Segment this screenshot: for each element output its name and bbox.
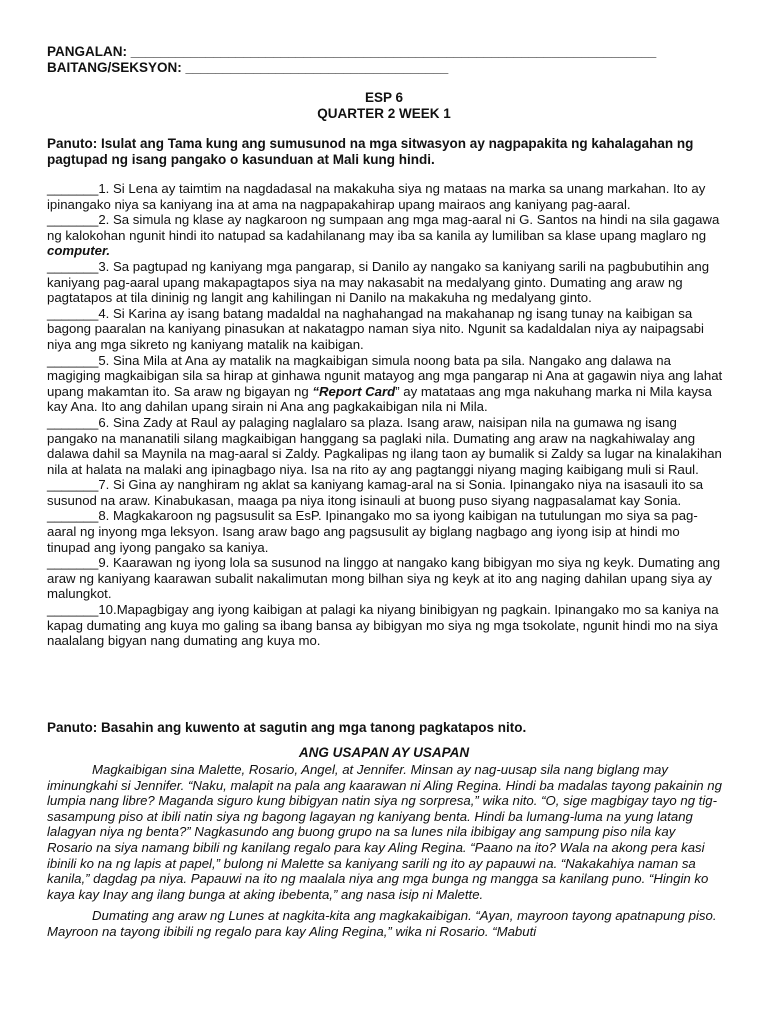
emphasis-text: computer. bbox=[47, 243, 111, 259]
story-body bbox=[47, 762, 723, 940]
story-title: ANG USAPAN AY USAPAN bbox=[298, 745, 470, 760]
list-item: _______9. Kaarawan ng iyong lola sa susunod na linggo at nangako kang bibigyan mo siya ng keyk. Dumating ang araw ng kaniyang kaarawan subalit nakalimutan mong bilhan siya ng keyk at ito ang naging dahilan upang siya ay malungkot. bbox=[47, 555, 721, 602]
list-item: _______3. Sa pagtupad ng kaniyang mga pangarap, si Danilo ay nangako sa kaniyang sarili na pagbubutihin ang kaniyang pag-aaral upang makapagtapos siya na may nakasabit na medalyang ginto. Dumating ang araw ng pagtatapos at tila dininig ng langit ang kahilingan ni Danilo na makakuha ng medalyang ginto. bbox=[47, 258, 710, 306]
part1-instruction: Panuto: Isulat ang Tama kung ang sumusunod na mga sitwasyon ay nagpapakita ng kahalagahan ng pagtupad ng isang pangako o kasunduan at Mali kung hindi. bbox=[47, 136, 694, 167]
answer-blank: _______ bbox=[47, 212, 99, 228]
list-item: _______1. Si Lena ay taimtim na nagdadasal na makakuha siya ng mataas na marka sa unang markahan. Ito ay ipinangako niya sa kaniyang ina at ama na nagpapakahirap upang mairaos ang kaniyang pag-aaral. bbox=[47, 181, 706, 212]
answer-blank: _______ bbox=[47, 602, 99, 618]
answer-blank: _______ bbox=[47, 305, 99, 321]
part2-instruction: Panuto: Basahin ang kuwento at sagutin ang mga tanong pagkatapos nito. bbox=[47, 720, 527, 735]
list-item: _______6. Sina Zady at Raul ay palaging naglalaro sa plaza. Isang araw, naisipan nila na gumawa ng isang pangako na mananatili silang magkaibigan hanggang sa paglaki nila. Dumating ang araw na nagkahiwalay ang dalawa dahil sa Maynila na mag-aaral si Zaldy. Pagkalipas ng ilang taon ay bumalik si Zaldy sa lugar na kinalakihan nila at halata na malaki ang ipinagbago niya. Isa na rito ay ang pagtanggi niyang maging kaibigang muli si Raul. bbox=[47, 414, 722, 477]
list-item: _______10.Mapagbigay ang iyong kaibigan at palagi ka niyang binibigyan ng pagkain. Ipinangako mo sa kaniya na kapag dumating ang kuya mo galing sa ibang bansa ay bibigyan mo siya ng mga tsokolate, ngunit hindi mo na siya naalalang bigyan nang dumating ang kuya mo. bbox=[47, 602, 719, 649]
quarter-title: QUARTER 2 WEEK 1 bbox=[317, 106, 451, 121]
name-field-line: PANGALAN: ______________________________________________________________________ bbox=[47, 44, 657, 59]
answer-blank: _______ bbox=[47, 508, 99, 524]
answer-blank: _______ bbox=[47, 258, 99, 274]
list-item: _______7. Si Gina ay nanghiram ng aklat sa kaniyang kamag-aral na si Sonia. Ipinangako niya na isasauli ito sa susunod na araw. Kinabukasan, maaga pa niya itong isinauli at buong puso siyang nagpasalamat kay Sonia. bbox=[47, 477, 704, 508]
emphasis-text: “Report Card bbox=[312, 383, 396, 399]
list-item: _______4. Si Karina ay isang batang madaldal na naghahangad na makahanap ng isang tunay na kaibigan sa bagong paaralan na kaniyang pinasukan at nakatagpo naman siya nito. Ngunit sa kadaldalan niya ay naipagsabi niya ang mga sikreto ng kaniyang matalik na kaibigan. bbox=[47, 305, 704, 352]
answer-blank: _______ bbox=[47, 555, 99, 571]
story-paragraph: Magkaibigan sina Malette, Rosario, Angel, at Jennifer. Minsan ay nag-uusap sila nang biglang may iminungkahi si Jennifer. “Naku, malapit na pala ang kaarawan ni Aling Regina. Hindi ba madalas tayong pakainin ng lumpia nang libre? Maganda siguro kung bibigyan natin siya ng sorpresa,” wika nito. “O, sige magbigay tayo ng tig-sasampung piso at ibili natin siya ng bagong lagayan ng kaniyang benta. Hindi ba lumang-luma na yung latang lalagyan niya ng benta?” Nagkasundo ang buong grupo na sa lunes nila ibibigay ang sampung piso nila kay Rosario na siya namang bibili ng kanilang regalo para kay Aling Regina. “Paano na ito? Wala na akong pera kasi ibinili ko na ng lapis at papel,” bulong ni Malette sa kaniyang sarili ng ito ay papauwi na. “Nakakahiya naman sa kanila,” dagdag pa niya. Papauwi na ito ng maalala niya ang mga bunga ng mangga sa kanilang puno. “Hingin ko kaya kay Inay ang ilang bunga at aking ibebenta,” ang nasa isip ni Malette. bbox=[47, 762, 722, 902]
list-item: _______5. Sina Mila at Ana ay matalik na magkaibigan simula noong bata pa sila. Nangako ang dalawa na magiging magkaibigan sila sa hirap at ginhawa ngunit matayog ang mga pangarap ni Ana at gagawin niya ang lahat upang makamtan ito. Sa araw ng bigayan ng “Report Card” ay matataas ang mga nakuhang marka ni Mila kaysa kay Ana. Ito ang dahilan upang sirain ni Ana ang pagkakaibigan nila ni Mila. bbox=[47, 352, 723, 415]
story-paragraph: Dumating ang araw ng Lunes at nagkita-kita ang magkakaibigan. “Ayan, mayroon tayong apatnapung piso. Mayroon na tayong ibibili ng regalo para kay Aling Regina,” wika ni Rosario. “Mabuti bbox=[47, 908, 717, 939]
subject-title: ESP 6 bbox=[364, 90, 404, 105]
list-item: _______2. Sa simula ng klase ay nagkaroon ng sumpaan ang mga mag-aaral ni G. Santos na hindi na sila gagawa ng kalokohan ngunit hindi ito natupad sa kadahilanang may iba sa kanila ay lumiliban sa klase upang maglaro ng computer. bbox=[47, 212, 720, 259]
answer-blank: _______ bbox=[47, 414, 99, 430]
answer-blank: _______ bbox=[47, 352, 99, 368]
answer-blank: _______ bbox=[47, 181, 99, 196]
answer-blank: _______ bbox=[47, 477, 99, 493]
list-item: _______8. Magkakaroon ng pagsusulit sa EsP. Ipinangako mo sa iyong kaibigan na tutulungan mo siya sa pag-aaral ng inyong mga leksyon. Isang araw bago ang pagsusulit ay biglang nagbago ang iyong isip at hindi mo tinupad ang iyong pangako sa kaniya. bbox=[47, 508, 698, 555]
section-field-line: BAITANG/SEKSYON: ___________________________________ bbox=[47, 60, 449, 75]
items-list bbox=[47, 181, 723, 649]
